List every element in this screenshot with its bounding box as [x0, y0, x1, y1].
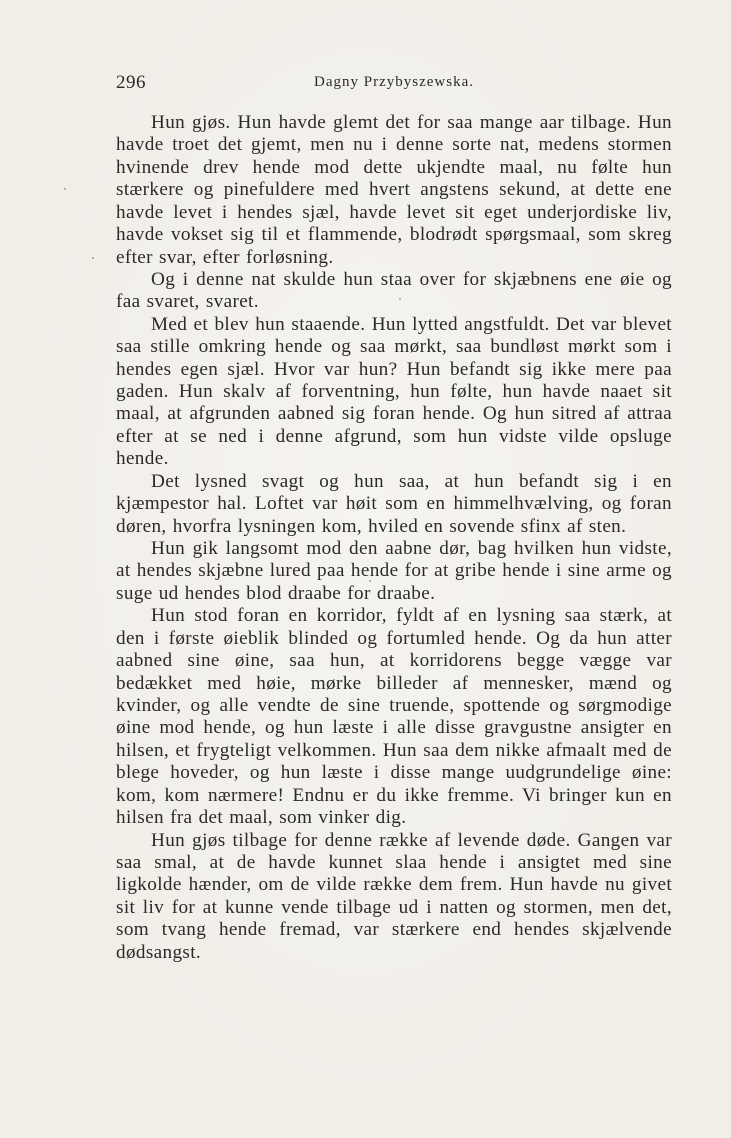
paragraph: Hun gjøs tilbage for denne række af levende døde. Gangen var saa smal, at de havde kunnet slaa hende i ansigtet med sine ligkolde hænder, om de vilde række dem frem. Hun havde nu givet sit liv for at kunne vende tilbage ud i natten og stormen, men det, som tvang hende fremad, var stærkere end hendes skjælvende dødsangst. [116, 829, 672, 963]
body-text [116, 112, 672, 964]
page-number: 296 [116, 72, 146, 93]
print-speck [64, 188, 66, 190]
running-head: Dagny Przybyszewska. [314, 74, 474, 90]
paragraph: Og i denne nat skulde hun staa over for skjæbnens ene øie og faa svaret, svaret. [116, 268, 672, 313]
paragraph: Det lysned svagt og hun saa, at hun befandt sig i en kjæmpestor hal. Loftet var høit som en himmelhvælving, og foran døren, hvorfra lysningen kom, hviled en sovende sfinx af sten. [116, 470, 672, 537]
page-header [116, 70, 672, 100]
paragraph: Hun stod foran en korridor, fyldt af en lysning saa stærk, at den i første øieblik blinded og fortumled hende. Og da hun atter aabned sine øine, saa hun, at korridorens begge vægge var bedækket med høie, mørke billeder af mennesker, mænd og kvinder, og alle vendte de sine truende, spottende og sørgmodige øine mod hende, og hun læste i alle disse gravgustne ansigter en hilsen, et frygteligt velkommen. Hun saa dem nikke afmaalt med de blege hoveder, og hun læste i disse mange uudgrundelige øine: kom, kom nærmere! Endnu er du ikke fremme. Vi bringer kun en hilsen fra det maal, som vinker dig. [116, 605, 672, 829]
paragraph: Med et blev hun staaende. Hun lytted angstfuldt. Det var blevet saa stille omkring hende og saa mørkt, saa bundløst mørkt som i hendes egen sjæl. Hvor var hun? Hun befandt sig ikke mere paa gaden. Hun skalv af forventning, hun følte, hun havde naaet sit maal, at afgrunden aabned sig foran hende. Og hun sitred af attraa efter at se ned i denne afgrund, som hun vidste vilde opsluge hende. [116, 313, 672, 470]
print-speck [92, 257, 94, 259]
paragraph: Hun gik langsomt mod den aabne dør, bag hvilken hun vidste, at hendes skjæbne lured paa hende for at gribe hende i sine arme og suge ud hendes blod draabe for draabe. [116, 538, 672, 604]
paragraph: Hun gjøs. Hun havde glemt det for saa mange aar tilbage. Hun havde troet det gjemt, men nu i denne sorte nat, medens stormen hvinende drev hende mod dette ukjendte maal, nu følte hun stærkere og pinefuldere med hvert angstens sekund, at dette ene havde levet i hendes sjæl, havde levet sit eget underjordiske liv, havde vokset sig til et flammende, blodrødt spørgsmaal, som skreg efter svar, efter forløsning. [116, 112, 672, 268]
